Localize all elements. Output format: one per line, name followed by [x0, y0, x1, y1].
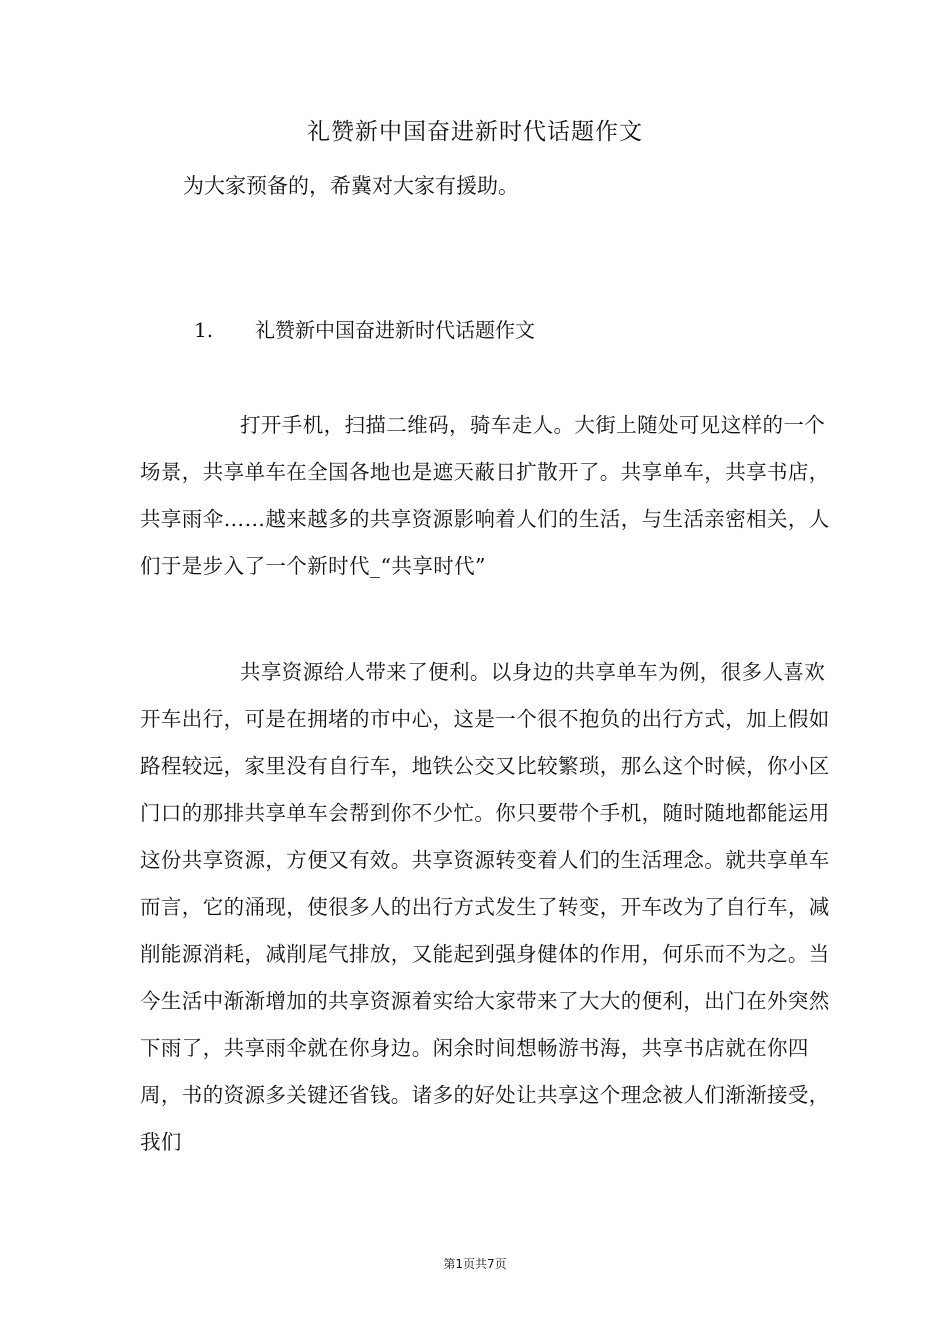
body-paragraph-2: 共享资源给人带来了便利。以身边的共享单车为例，很多人喜欢开车出行，可是在拥堵的市中心，这是一个很不抱负的出行方式，加上假如路程较远，家里没有自行车，地铁公交又比较繁琐，那么这个时候，你小区门口的那排共享单车会帮到你不少忙。你只要带个手机，随时随地都能运用这份共享资源，方便又有效。共享资源转变着人们的生活理念。就共享单车而言，它的涌现，使很多人的出行方式发生了转变，开车改为了自行车，减削能源消耗，减削尾气排放，又能起到强身健体的作用，何乐而不为之。当今生活中渐渐增加的共享资源着实给大家带来了大大的便利，出门在外突然下雨了，共享雨伞就在你身边。闲余时间想畅游书海，共享书店就在你四周，书的资源多关键还省钱。诸多的好处让共享这个理念被人们渐渐接受，我们	[140, 660, 830, 1154]
list-item-number: 1.	[194, 318, 214, 342]
body-paragraph-1: 打开手机，扫描二维码，骑车走人。大街上随处可见这样的一个场景，共享单车在全国各地也是遮天蔽日扩散开了。共享单车，共享书店，共享雨伞……越来越多的共享资源影响着人们的生活，与生活亲密相关，人们于是步入了一个新时代_“共享时代”	[140, 413, 830, 578]
page-footer: 第1页共7页	[443, 1257, 507, 1271]
intro-text: 为大家预备的，希冀对大家有援助。	[183, 174, 519, 198]
list-item-title: 礼赞新中国奋进新时代话题作文	[255, 318, 535, 342]
document-title: 礼赞新中国奋进新时代话题作文	[307, 119, 643, 145]
